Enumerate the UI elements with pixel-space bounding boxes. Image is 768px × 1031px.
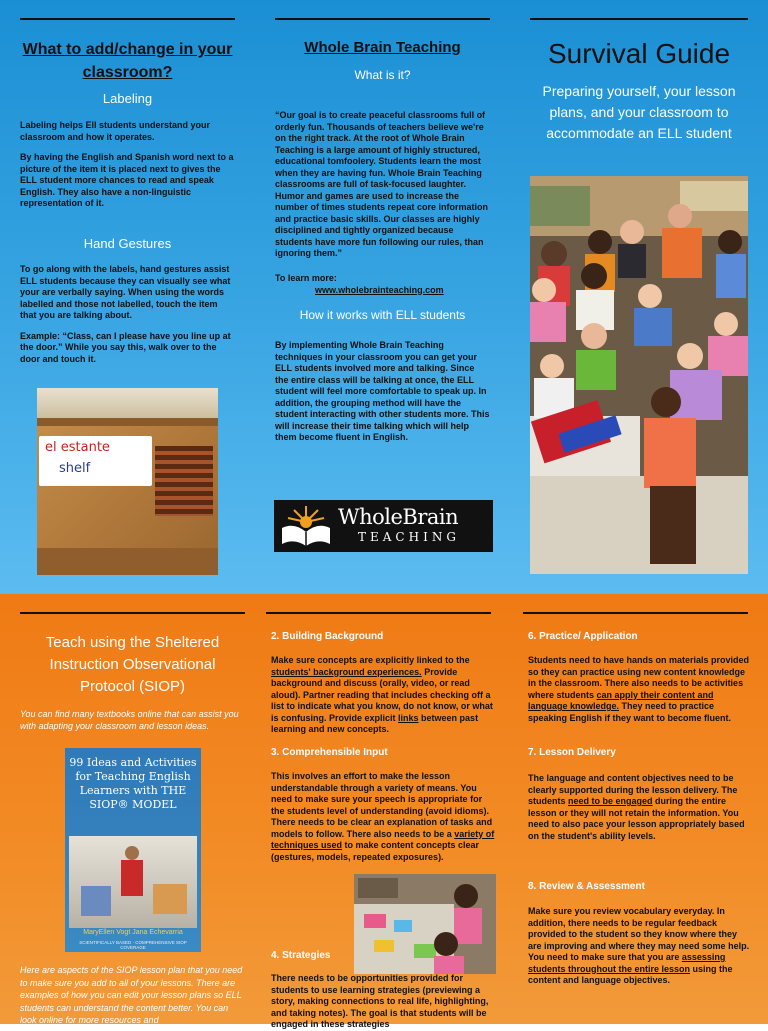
underlined-phrase: students' background experiences. <box>271 666 422 677</box>
siop-title: Teach using the Sheltered Instruction Observational Protocol (SIOP) <box>45 634 220 695</box>
col2-subheading: How it works with ELL students <box>299 308 466 322</box>
label-english: shelf <box>59 461 91 476</box>
labeling-text <box>20 120 235 219</box>
learn-more-label: To learn more: <box>275 273 337 283</box>
column-rule <box>266 612 491 614</box>
section-text: Students need to have hands on materials provided so they can practice using new content knowledge in the classroom. There also needs to be activities where students <box>528 655 750 700</box>
logo-wordmark: WholeBrain <box>338 505 459 529</box>
section-heading: 8. Review & Assessment <box>528 881 645 892</box>
section-text: There needs to be opportunities provided for students to use learning strategies (previewing a story, making connections to real life, highlighting, and taking notes). The goal is that students will be engaged in these strategies <box>271 973 489 1029</box>
section-heading: 7. Lesson Delivery <box>528 747 616 758</box>
section-body <box>528 655 753 724</box>
section-body <box>528 773 753 842</box>
section-text: The language and content objectives need to be clearly supported during the lesson delivery. The students <box>528 773 738 806</box>
book-title: 99 Ideas and Activities for Teaching English Learners with THE SIOP® MODEL <box>69 756 197 811</box>
strategies-photo <box>354 874 496 974</box>
wbt-quote-text: “Our goal is to create peaceful classrooms full of orderly fun. Thousands of teachers believe we're on the right track. At the root of Whole Brain Teaching is a large amount of highly structured, educational tomfoolery. Students learn the most when they are having fun. Whole Brain Teaching classrooms are full of task-focused laughter. Humor and games are used to increase the number of times students repeat core information and practice basic skills. Our classes are highly disciplined and tightly organized because students have more fun following our rules, than ignoring them.” <box>275 110 489 258</box>
guide-subtitle: Preparing yourself, your lesson plans, and your classroom to accommodate an ELL student <box>542 83 736 141</box>
book-sun-icon <box>276 500 336 552</box>
wbt-link[interactable]: www.wholebrainteaching.com <box>315 284 444 295</box>
section-text: Make sure concepts are explicitly linked to the <box>271 655 470 665</box>
column-rule <box>523 612 748 614</box>
wbt-ell-text: By implementing Whole Brain Teaching techniques in your classroom you can get your ELL students involved more and talking. Since the entire class will be talking at once, the ELL student will feel more comfortable to speak up. In addition, the grouping method will have the student interacting with other students more. This will increase their time talking which will help them become fluent in English. <box>275 340 490 442</box>
underlined-phrase: links <box>398 712 419 723</box>
book-footer: SCIENTIFICALLY BASED · COMPREHENSIVE SIOP COVERAGE <box>79 940 187 950</box>
guide-title: Survival Guide <box>547 38 731 69</box>
section-text: between past learning and new concepts. <box>271 712 479 734</box>
section-heading: 4. Strategies <box>271 950 331 961</box>
section-heading: 6. Practice/ Application <box>528 631 638 642</box>
underlined-phrase: can apply their content and language knowledge. <box>528 689 714 711</box>
label-spanish: el estante <box>45 440 110 455</box>
col2-subtitle: What is it? <box>354 68 411 82</box>
column-rule <box>530 18 748 20</box>
labeling-heading: Labeling <box>102 91 153 106</box>
labeling-paragraph: Labeling helps Ell students understand your classroom and how it operates. <box>20 120 211 142</box>
section-text: They need to practice speaking English if they want to become fluent. <box>528 701 732 723</box>
section-text: This involves an effort to make the lesson understandable through a variety of means. You need to make sure your speech is appropriate for the students level of understanding (avoid idioms). There needs to be clear an explanation of tasks and models to follow. There also needs to be a <box>271 771 493 839</box>
underlined-phrase: assessing students throughout the entire lesson <box>528 952 726 974</box>
section-body <box>528 906 753 987</box>
section-heading: 3. Comprehensible Input <box>271 747 388 758</box>
section-body <box>271 771 496 863</box>
wbt-logo <box>274 500 493 552</box>
book-authors: MaryEllen Vogt Jana Echevarria <box>83 929 183 936</box>
section-text: during the entire lesson or they will not retain the information. You need to also pace your lesson appropriately based on the student's ability levels. <box>528 796 745 841</box>
section-text: Provide background and discuss (orally, video, or read aloud). Partner reading that includes checking off a list to indicate what you know, do not know, or what is confusing. Provide explicit <box>271 666 493 723</box>
section-text: Make sure you review vocabulary everyday. In addition, there needs to be regular feedback provided to the student so they know where they are improving and where they may need some help. You need to make sure that you are <box>528 906 750 962</box>
column-rule <box>275 18 490 20</box>
logo-subword: TEACHING <box>358 530 460 544</box>
section-heading: 2. Building Background <box>271 631 384 642</box>
section-text: using the content and language objectives. <box>528 963 733 985</box>
classroom-photo <box>530 176 748 574</box>
column-rule <box>20 612 245 614</box>
siop-intro: You can find many textbooks online that can assist you with adapting your classroom and lesson ideas. <box>20 709 239 731</box>
learn-more <box>275 273 490 296</box>
section-body <box>271 973 496 1031</box>
book-cover <box>65 748 201 952</box>
underlined-phrase: variety of techniques used <box>271 828 495 850</box>
wbt-quote <box>275 110 490 269</box>
gestures-heading: Hand Gestures <box>83 236 172 251</box>
gestures-text <box>20 264 235 374</box>
underlined-phrase: need to be engaged <box>568 796 653 806</box>
section-text: to make content concepts clear (gestures, models, repeated exposures). <box>271 840 480 862</box>
siop-outro: Here are aspects of the SIOP lesson plan that you need to make sure you add to all of your lessons. There are examples of how you can edit your lesson plans so ELL students can understand the content better. You can look online for more resources and <box>20 965 243 1025</box>
labeling-paragraph: By having the English and Spanish word next to a picture of the item it is placed next to gives the ELL student more chances to read and speak English. They also have a non-linguistic representation of it. <box>20 152 234 208</box>
wbt-ell <box>275 340 490 453</box>
section-body <box>271 655 496 736</box>
col1-title: What to add/change in your classroom? <box>22 41 233 81</box>
gestures-paragraph: Example: “Class, can I please have you line up at the door.” While you say this, walk over to the door and touch it. <box>20 330 231 364</box>
shelf-photo <box>37 388 218 575</box>
col2-title: Whole Brain Teaching <box>304 39 461 56</box>
column-rule <box>20 18 235 20</box>
gestures-paragraph: To go along with the labels, hand gestures assist ELL students because they can visually see what your are verbally saying. When using the words labelled and those not labelled, touch the item that you are talking about. <box>20 264 231 320</box>
